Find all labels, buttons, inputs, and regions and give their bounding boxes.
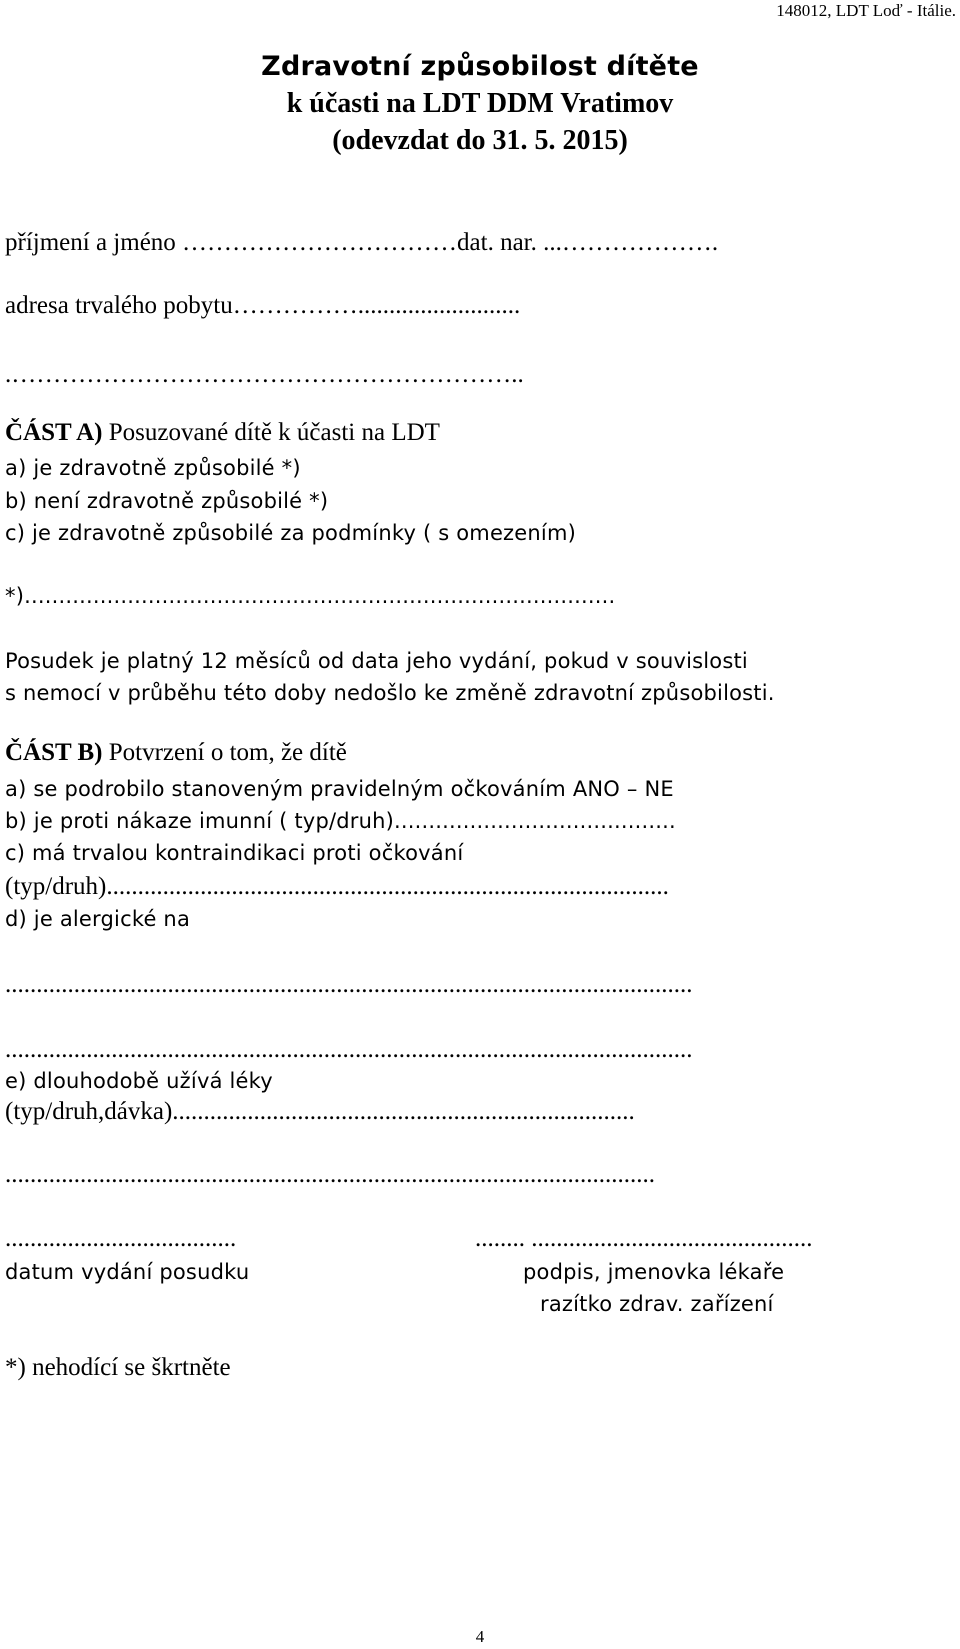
part-b-item-c: c) má trvalou kontraindikaci proti očkování [5, 841, 464, 865]
date-signature-line: ..................................... [5, 1225, 237, 1252]
document-reference: 148012, LDT Loď - Itálie. [776, 1, 956, 20]
validity-note-line-1: Posudek je platný 12 měsíců od data jeho vydání, pokud v souvislosti [5, 649, 748, 673]
field-address-continued: .…………………………………………………….. [5, 361, 524, 388]
part-a-heading [5, 418, 440, 448]
part-b-item-e: e) dlouhodobě užívá léky [5, 1069, 273, 1093]
title-line-3: (odevzdat do 31. 5. 2015) [332, 125, 628, 156]
title-line-2: k účasti na LDT DDM Vratimov [286, 88, 674, 119]
part-b-item-c-dots: (typ/druh).......................................................................................... [5, 873, 669, 900]
field-address: adresa trvalého pobytu…………….......................... [5, 292, 521, 319]
part-b-label: ČÁST B) [5, 739, 103, 766]
doctor-signature-line: ........ ............................................. [475, 1225, 813, 1252]
part-a-option-b: b) není zdravotně způsobilé *) [5, 489, 329, 513]
part-b-title: Potvrzení o tom, že dítě [102, 739, 347, 766]
validity-note-line-2: s nemocí v průběhu této doby nedošlo ke změně zdravotní způsobilosti. [5, 681, 775, 705]
part-b-heading [5, 738, 347, 768]
page-number: 4 [475, 1627, 485, 1646]
part-b-dots-line-2: .............................................................................................................. [5, 1036, 693, 1063]
doctor-signature-label: podpis, jmenovka lékaře [523, 1260, 785, 1284]
part-a-label: ČÁST A) [5, 419, 103, 446]
part-b-item-a: a) se podrobilo stanoveným pravidelným očkováním ANO – NE [5, 777, 674, 801]
part-b-item-d: d) je alergické na [5, 907, 191, 931]
field-name-birthdate: příjmení a jméno ……………………………dat. nar. ...………………. [5, 229, 719, 256]
part-b-dots-line-3: ........................................................................................................ [5, 1161, 655, 1188]
part-a-option-c: c) je zdravotně způsobilé za podmínky ( s omezením) [5, 521, 576, 545]
part-b-dots-line-1: .............................................................................................................. [5, 971, 693, 998]
date-issued-label: datum vydání posudku [5, 1260, 250, 1284]
part-a-option-c-dots: *)...................................................................................... [5, 584, 616, 608]
title-line-1: Zdravotní způsobilost dítěte [261, 51, 699, 82]
facility-stamp-label: razítko zdrav. zařízení [540, 1292, 774, 1316]
footnote: *) nehodící se škrtněte [5, 1354, 231, 1381]
part-a-title: Posuzované dítě k účasti na LDT [102, 419, 440, 446]
part-b-item-b: b) je proti nákaze imunní ( typ/druh)......................................... [5, 809, 676, 833]
part-a-option-a: a) je zdravotně způsobilé *) [5, 456, 301, 480]
part-b-item-e-dots: (typ/druh,dávka).......................................................................... [5, 1098, 635, 1125]
